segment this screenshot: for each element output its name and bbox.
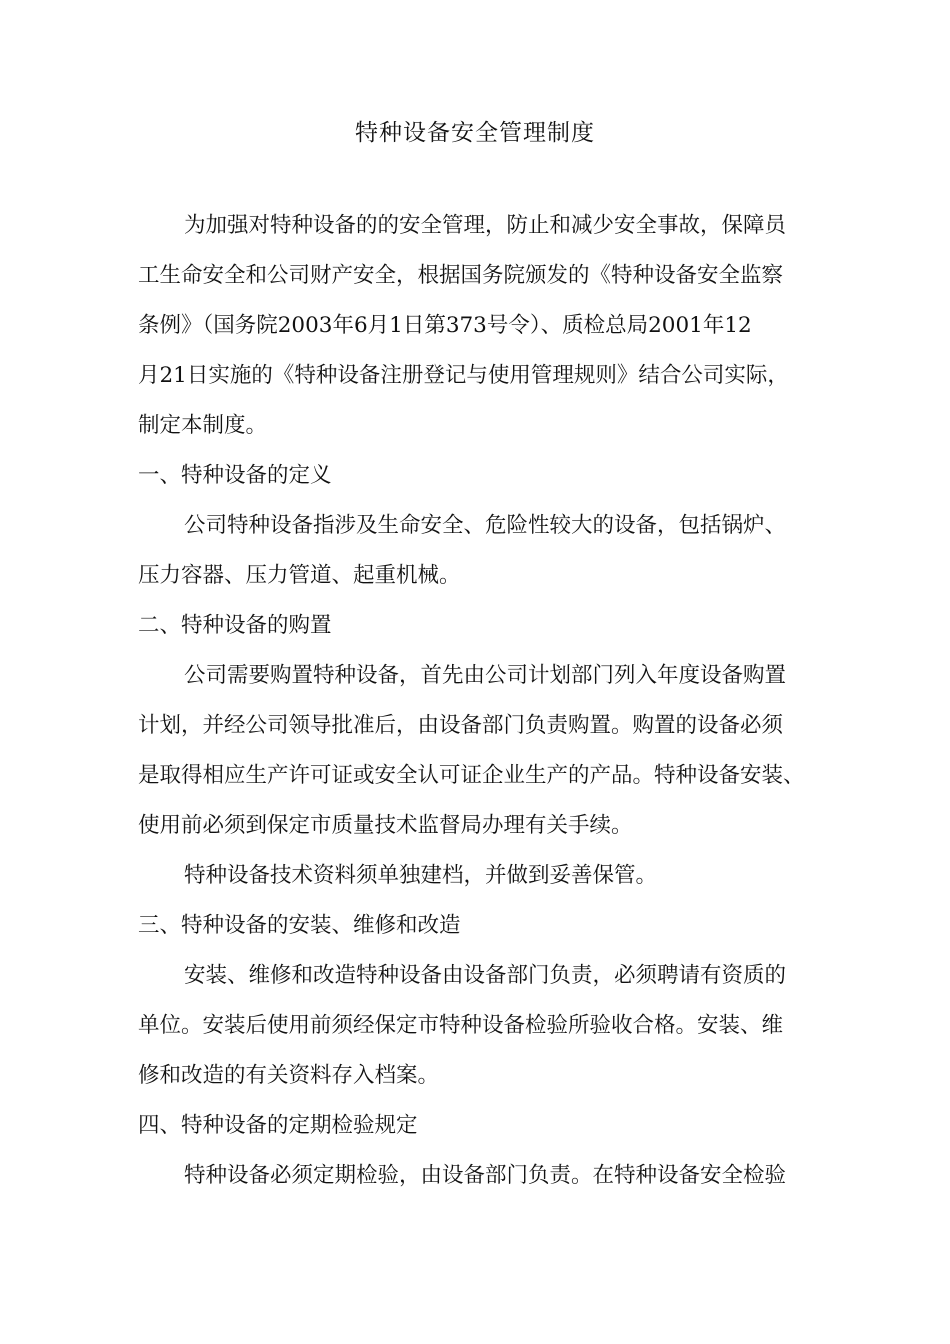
paragraph-line: 为加强对特种设备的的安全管理，防止和减少安全事故，保障员 <box>184 213 787 238</box>
paragraph-line: 工生命安全和公司财产安全，根据国务院颁发的《特种设备安全监察 <box>138 263 784 288</box>
document-title: 特种设备安全管理制度 <box>355 120 595 146</box>
paragraph-line: 月21日实施的《特种设备注册登记与使用管理规则》结合公司实际， <box>138 363 789 388</box>
section-heading-3: 三、特种设备的安装、维修和改造 <box>138 913 461 938</box>
paragraph-line: 条例》（国务院2003年6月1日第373号令）、质检总局2001年12 <box>138 313 752 338</box>
paragraph-line: 特种设备必须定期检验，由设备部门负责。在特种设备安全检验 <box>184 1163 787 1188</box>
paragraph-line: 特种设备技术资料须单独建档，并做到妥善保管。 <box>184 863 658 888</box>
paragraph-line: 公司特种设备指涉及生命安全、危险性较大的设备，包括锅炉、 <box>184 513 787 538</box>
section-heading-1: 一、特种设备的定义 <box>138 463 332 488</box>
paragraph-line: 使用前必须到保定市质量技术监督局办理有关手续。 <box>138 813 633 838</box>
paragraph-line: 公司需要购置特种设备，首先由公司计划部门列入年度设备购置 <box>184 663 787 688</box>
section-heading-2: 二、特种设备的购置 <box>138 613 332 638</box>
paragraph-line: 计划，并经公司领导批准后，由设备部门负责购置。购置的设备必须 <box>138 713 784 738</box>
paragraph-line: 修和改造的有关资料存入档案。 <box>138 1063 440 1088</box>
section-heading-4: 四、特种设备的定期检验规定 <box>138 1113 418 1138</box>
paragraph-line: 安装、维修和改造特种设备由设备部门负责，必须聘请有资质的 <box>184 963 787 988</box>
paragraph-line: 是取得相应生产许可证或安全认可证企业生产的产品。特种设备安装、 <box>138 763 805 788</box>
paragraph-line: 单位。安装后使用前须经保定市特种设备检验所验收合格。安装、维 <box>138 1013 784 1038</box>
paragraph-line: 压力容器、压力管道、起重机械。 <box>138 563 461 588</box>
paragraph-line: 制定本制度。 <box>138 413 268 438</box>
